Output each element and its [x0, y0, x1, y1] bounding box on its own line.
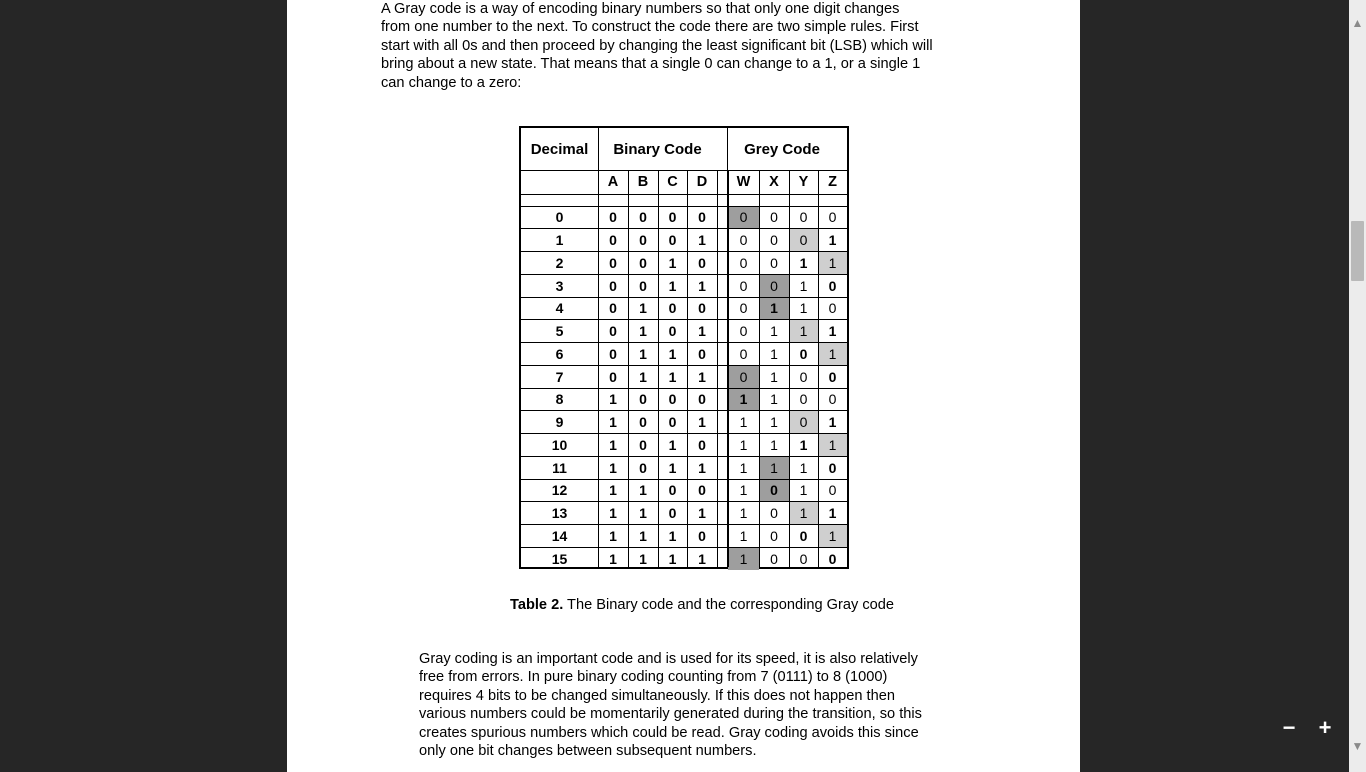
grey-bit: 1 — [818, 434, 847, 457]
binary-bit: 0 — [609, 277, 617, 294]
grid-line — [521, 410, 847, 411]
grid-line — [521, 501, 847, 502]
grey-bit: 0 — [828, 300, 837, 317]
grid-line — [717, 170, 718, 567]
binary-bit: 0 — [668, 232, 677, 249]
binary-bit: 1 — [698, 550, 706, 567]
binary-col-header: A — [607, 174, 619, 190]
binary-bit: 0 — [639, 391, 647, 408]
grey-bit: 0 — [828, 459, 837, 476]
table-caption — [287, 597, 1080, 613]
grid-line — [759, 170, 760, 567]
grey-bit: 1 — [770, 436, 778, 453]
binary-bit: 1 — [668, 527, 677, 544]
document-page — [287, 0, 1080, 772]
grey-bit: 0 — [739, 345, 748, 362]
binary-bit: 1 — [609, 436, 617, 453]
binary-col-header: C — [667, 174, 678, 190]
grey-bit: 1 — [818, 343, 847, 366]
grid-line — [521, 365, 847, 366]
row-decimal: 13 — [551, 505, 568, 522]
grey-bit: 1 — [828, 323, 837, 340]
gray-code-table — [519, 126, 849, 569]
intro-line: from one number to the next. To construct the code there are two simple rules. First — [381, 19, 919, 36]
binary-bit: 0 — [698, 436, 706, 453]
binary-bit: 0 — [668, 209, 677, 226]
grey-bit: 1 — [828, 232, 837, 249]
grid-line — [521, 206, 847, 207]
grid-line — [521, 479, 847, 480]
header-binary-code: Binary Code — [613, 140, 702, 158]
grid-line — [789, 170, 790, 567]
grey-bit: 0 — [828, 482, 837, 499]
grey-col-header: Y — [798, 174, 809, 190]
grey-bit: 0 — [828, 209, 837, 226]
grid-line — [521, 319, 847, 320]
binary-bit: 0 — [698, 345, 706, 362]
row-decimal: 11 — [552, 459, 567, 476]
binary-bit: 1 — [639, 300, 647, 317]
binary-bit: 1 — [668, 277, 677, 294]
binary-bit: 1 — [668, 550, 677, 567]
intro-line: bring about a new state. That means that a single 0 can change to a 1, or a single 1 — [381, 56, 921, 73]
grid-line — [521, 456, 847, 457]
scroll-up-icon[interactable]: ▲ — [1351, 15, 1364, 30]
binary-bit: 1 — [639, 505, 647, 522]
binary-bit: 0 — [639, 277, 647, 294]
grey-bit: 1 — [799, 300, 808, 317]
grey-bit: 0 — [739, 254, 748, 271]
grey-bit: 0 — [739, 277, 748, 294]
grey-bit: 0 — [799, 527, 808, 544]
binary-bit: 1 — [698, 505, 706, 522]
grey-bit: 0 — [739, 300, 748, 317]
grey-bit: 0 — [828, 368, 837, 385]
grey-bit: 1 — [739, 505, 748, 522]
row-decimal: 3 — [555, 277, 564, 294]
grey-bit: 0 — [789, 411, 818, 434]
grey-bit: 0 — [799, 345, 808, 362]
binary-bit: 1 — [609, 459, 617, 476]
header-decimal: Decimal — [530, 140, 589, 158]
grey-bit: 0 — [799, 368, 808, 385]
grey-bit: 0 — [828, 277, 837, 294]
binary-bit: 0 — [668, 482, 677, 499]
intro-line: start with all 0s and then proceed by changing the least significant bit (LSB) which will — [381, 37, 933, 54]
binary-bit: 0 — [698, 254, 706, 271]
binary-bit: 0 — [609, 300, 617, 317]
grid-line — [521, 297, 847, 298]
binary-bit: 1 — [609, 550, 617, 567]
binary-bit: 0 — [639, 436, 647, 453]
grey-bit: 1 — [799, 254, 808, 271]
grey-bit: 1 — [799, 459, 808, 476]
binary-bit: 1 — [609, 391, 617, 408]
grey-bit: 0 — [759, 479, 789, 502]
grey-bit: 0 — [739, 323, 748, 340]
zoom-in-button[interactable]: + — [1318, 715, 1332, 740]
binary-bit: 0 — [698, 209, 706, 226]
row-decimal: 12 — [551, 482, 568, 499]
grey-bit: 0 — [759, 274, 789, 297]
grid-line — [521, 170, 847, 171]
binary-bit: 0 — [698, 391, 706, 408]
grey-bit: 0 — [770, 209, 778, 226]
binary-bit: 0 — [609, 323, 617, 340]
binary-bit: 1 — [668, 368, 677, 385]
row-decimal: 15 — [551, 550, 568, 567]
body-line: free from errors. In pure binary coding counting from 7 (0111) to 8 (1000) — [419, 669, 888, 686]
binary-bit: 1 — [609, 505, 617, 522]
grey-bit: 1 — [739, 527, 748, 544]
binary-bit: 0 — [668, 391, 677, 408]
binary-bit: 0 — [639, 209, 647, 226]
row-decimal: 0 — [555, 209, 564, 226]
row-decimal: 6 — [555, 345, 564, 362]
grid-line — [521, 433, 847, 434]
grid-line — [521, 388, 847, 389]
intro-paragraph — [381, 0, 1001, 92]
row-decimal: 10 — [551, 436, 568, 453]
row-decimal: 8 — [555, 391, 564, 408]
grey-bit: 0 — [828, 391, 837, 408]
grey-col-header: W — [736, 174, 751, 190]
grey-bit: 1 — [770, 391, 778, 408]
grey-bit: 0 — [739, 232, 748, 249]
binary-bit: 1 — [698, 232, 706, 249]
grey-bit: 0 — [770, 505, 778, 522]
grey-bit: 1 — [799, 436, 808, 453]
grey-bit: 0 — [770, 527, 778, 544]
binary-bit: 0 — [698, 527, 706, 544]
row-decimal: 9 — [555, 414, 564, 431]
grey-bit: 0 — [770, 232, 778, 249]
grey-bit: 1 — [789, 502, 818, 525]
scroll-down-icon[interactable]: ▼ — [1351, 738, 1364, 753]
grey-col-header: Z — [828, 174, 837, 190]
binary-bit: 1 — [668, 436, 677, 453]
grey-bit: 1 — [799, 277, 808, 294]
grey-bit: 0 — [828, 550, 837, 567]
binary-bit: 0 — [639, 459, 647, 476]
grid-line — [521, 547, 847, 548]
body-line: creates spurious numbers which could be read. Gray coding avoids this since — [419, 724, 919, 741]
row-decimal: 4 — [555, 300, 564, 317]
row-decimal: 2 — [555, 254, 564, 271]
grey-col-header: X — [769, 174, 779, 190]
binary-bit: 0 — [639, 414, 647, 431]
grid-line — [521, 194, 847, 195]
header-grey-code: Grey Code — [744, 140, 820, 158]
binary-bit: 1 — [698, 414, 706, 431]
binary-bit: 0 — [609, 232, 617, 249]
vertical-scrollbar[interactable] — [1349, 0, 1366, 772]
grey-bit: 1 — [770, 345, 778, 362]
binary-bit: 1 — [639, 482, 647, 499]
binary-bit: 1 — [609, 414, 617, 431]
grid-line — [521, 342, 847, 343]
binary-bit: 0 — [668, 323, 677, 340]
zoom-out-button[interactable]: − — [1282, 715, 1296, 740]
binary-bit: 0 — [668, 505, 677, 522]
grid-line — [521, 251, 847, 252]
grid-line — [658, 170, 659, 567]
binary-bit: 0 — [609, 209, 617, 226]
row-decimal: 1 — [555, 232, 564, 249]
intro-line: A Gray code is a way of encoding binary numbers so that only one digit changes — [381, 1, 900, 17]
grid-line — [521, 228, 847, 229]
binary-bit: 1 — [639, 527, 647, 544]
grey-bit: 1 — [759, 297, 789, 320]
binary-bit: 0 — [698, 300, 706, 317]
grid-line — [521, 274, 847, 275]
binary-bit: 1 — [698, 323, 706, 340]
grey-bit: 0 — [799, 391, 808, 408]
scroll-thumb[interactable] — [1351, 221, 1364, 281]
binary-bit: 1 — [698, 368, 706, 385]
grey-bit: 1 — [728, 547, 759, 570]
grid-line — [521, 524, 847, 525]
grey-bit: 1 — [739, 459, 748, 476]
binary-bit: 1 — [698, 459, 706, 476]
grid-line — [687, 170, 688, 567]
grey-bit: 1 — [828, 414, 837, 431]
binary-bit: 1 — [668, 459, 677, 476]
grey-bit: 1 — [770, 368, 778, 385]
binary-bit: 1 — [668, 345, 677, 362]
grey-bit: 0 — [770, 550, 778, 567]
grey-bit: 1 — [799, 482, 808, 499]
caption-text: The Binary code and the corresponding Gray code — [563, 597, 894, 613]
grey-bit: 1 — [739, 482, 748, 499]
body-line: only one bit changes between subsequent numbers. — [419, 743, 757, 760]
grey-bit: 1 — [828, 505, 837, 522]
row-decimal: 5 — [555, 323, 564, 340]
binary-col-header: B — [637, 174, 649, 190]
grey-bit: 0 — [728, 365, 759, 388]
grid-line — [818, 170, 819, 567]
binary-bit: 0 — [639, 232, 647, 249]
binary-bit: 1 — [639, 323, 647, 340]
body-line: Gray coding is an important code and is used for its speed, it is also relatively — [419, 651, 918, 667]
binary-bit: 1 — [698, 277, 706, 294]
grey-bit: 0 — [789, 229, 818, 252]
binary-bit: 1 — [668, 254, 677, 271]
grid-line — [728, 170, 729, 567]
binary-bit: 0 — [609, 345, 617, 362]
grey-bit: 1 — [739, 436, 748, 453]
grey-bit: 0 — [770, 254, 778, 271]
binary-bit: 1 — [639, 368, 647, 385]
body-line: various numbers could be momentarily generated during the transition, so this — [419, 706, 922, 723]
binary-bit: 0 — [698, 482, 706, 499]
grey-bit: 1 — [759, 456, 789, 479]
caption-label: Table 2. — [510, 597, 564, 613]
binary-bit: 1 — [639, 345, 647, 362]
binary-bit: 1 — [609, 527, 617, 544]
grey-bit: 1 — [770, 414, 778, 431]
binary-bit: 0 — [668, 300, 677, 317]
binary-bit: 0 — [639, 254, 647, 271]
binary-bit: 0 — [609, 368, 617, 385]
grey-bit: 0 — [799, 550, 808, 567]
binary-col-header: D — [696, 174, 708, 190]
binary-bit: 1 — [639, 550, 647, 567]
binary-bit: 0 — [668, 414, 677, 431]
grey-bit: 1 — [728, 388, 759, 411]
intro-line: can change to a zero: — [381, 74, 522, 91]
grey-bit: 1 — [739, 414, 748, 431]
grey-bit: 0 — [799, 209, 808, 226]
body-line: requires 4 bits to be changed simultaneously. If this does not happen then — [419, 687, 895, 704]
grey-bit: 1 — [789, 320, 818, 343]
binary-bit: 0 — [609, 254, 617, 271]
grey-bit: 1 — [818, 252, 847, 275]
grey-bit: 0 — [728, 206, 759, 229]
grey-bit: 1 — [770, 323, 778, 340]
binary-bit: 1 — [609, 482, 617, 499]
body-paragraph — [419, 650, 991, 760]
grid-line — [628, 170, 629, 567]
grey-bit: 1 — [818, 525, 847, 548]
row-decimal: 14 — [551, 527, 568, 544]
row-decimal: 7 — [555, 368, 564, 385]
